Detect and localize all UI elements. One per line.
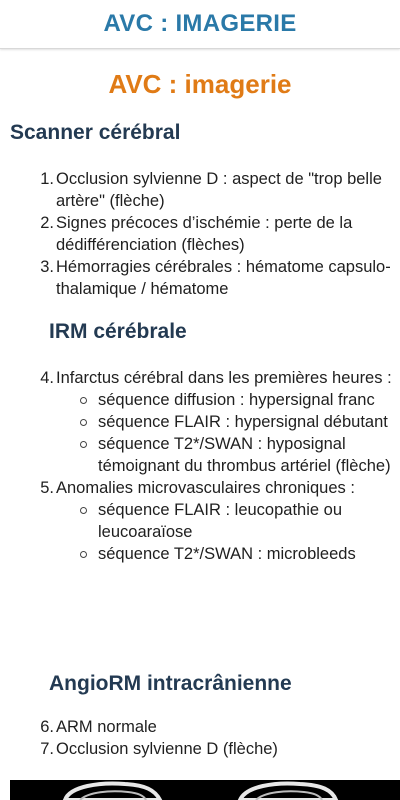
page-title: AVC : imagerie bbox=[108, 69, 292, 99]
app-header bbox=[0, 0, 400, 49]
header-title: AVC : IMAGERIE bbox=[103, 10, 297, 37]
list-item-text: Occlusion sylvienne D : aspect de "trop belle artère" (flèche) bbox=[56, 170, 382, 210]
sub-list-item-text: séquence T2*/SWAN : microbleeds bbox=[98, 545, 356, 563]
list-item bbox=[34, 367, 394, 477]
list-item bbox=[34, 716, 394, 738]
sub-list-item-text: séquence FLAIR : leucopathie ou leucoaraïose bbox=[98, 501, 342, 541]
circle-bullet-icon bbox=[80, 397, 87, 404]
list-item-number: 4. bbox=[40, 369, 54, 387]
sub-list-item bbox=[78, 389, 394, 411]
sub-list bbox=[56, 499, 394, 565]
section-heading-irm: IRM cérébrale bbox=[49, 320, 187, 343]
circle-bullet-icon bbox=[80, 551, 87, 558]
list-item bbox=[34, 738, 394, 760]
list-scanner bbox=[34, 168, 394, 300]
sub-list-item-text: séquence T2*/SWAN : hyposignal témoignant du thrombus artériel (flèche) bbox=[98, 435, 391, 475]
list-item-number: 7. bbox=[40, 740, 54, 758]
list-item-number: 3. bbox=[40, 258, 54, 276]
list-item-text: ARM normale bbox=[56, 718, 157, 736]
sub-list-item bbox=[78, 543, 394, 565]
list-irm bbox=[34, 367, 394, 565]
list-item-number: 5. bbox=[40, 479, 54, 497]
section-heading-scanner: Scanner cérébral bbox=[10, 121, 181, 144]
list-item-text: Infarctus cérébral dans les premières heures : bbox=[56, 369, 392, 387]
list-item-text: Anomalies microvasculaires chroniques : bbox=[56, 479, 355, 497]
brain-scan-image[interactable] bbox=[10, 780, 400, 800]
list-item-number: 2. bbox=[40, 214, 54, 232]
list-item-text: Signes précoces d’ischémie : perte de la dédifférenciation (flèches) bbox=[56, 214, 353, 254]
list-item-number: 6. bbox=[40, 718, 54, 736]
sub-list-item bbox=[78, 411, 394, 433]
sub-list-item bbox=[78, 433, 394, 477]
list-item bbox=[34, 168, 394, 212]
list-angiorm bbox=[34, 716, 394, 760]
list-item bbox=[34, 212, 394, 256]
article-content[interactable] bbox=[0, 49, 400, 800]
circle-bullet-icon bbox=[80, 419, 87, 426]
brain-scan-graphic bbox=[10, 780, 400, 800]
sub-list-item-text: séquence diffusion : hypersignal franc bbox=[98, 391, 375, 409]
circle-bullet-icon bbox=[80, 441, 87, 448]
section-heading-angiorm: AngioRM intracrânienne bbox=[49, 672, 292, 695]
circle-bullet-icon bbox=[80, 507, 87, 514]
sub-list-item bbox=[78, 499, 394, 543]
list-item bbox=[34, 477, 394, 565]
list-item-text: Hémorragies cérébrales : hématome capsulo-thalamique / hématome bbox=[56, 258, 391, 298]
list-item bbox=[34, 256, 394, 300]
sub-list bbox=[56, 389, 394, 477]
sub-list-item-text: séquence FLAIR : hypersignal débutant bbox=[98, 413, 388, 431]
list-item-text: Occlusion sylvienne D (flèche) bbox=[56, 740, 278, 758]
list-item-number: 1. bbox=[40, 170, 54, 188]
